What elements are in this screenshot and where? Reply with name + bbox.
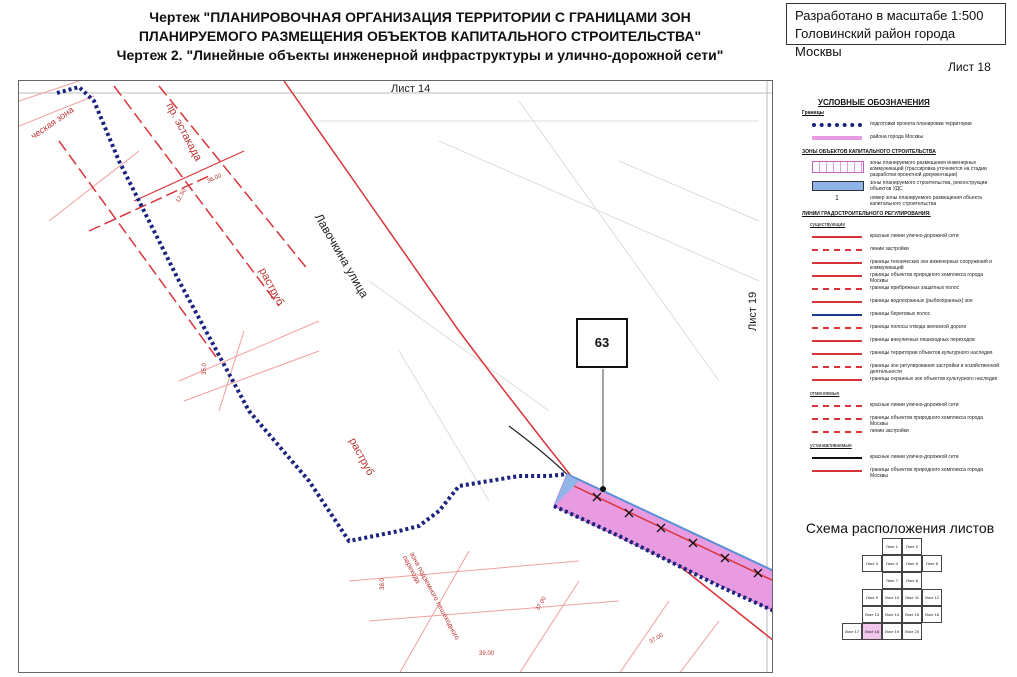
legend-line-sample xyxy=(812,249,862,251)
legend-group-lines: ЛИНИИ ГРАДОСТРОИТЕЛЬНОГО РЕГУЛИРОВАНИЯ: xyxy=(802,211,931,217)
legend-item xyxy=(790,336,1005,349)
legend-list-set xyxy=(790,453,1005,479)
legend-line-sample xyxy=(812,353,862,355)
legend-item-text: линии застройки xyxy=(870,246,909,252)
legend-item-text: границы объектов природного комплекса города Москвы xyxy=(870,467,983,479)
map-area[interactable] xyxy=(18,80,773,673)
legend-item-text: красные линии улично-дорожной сети xyxy=(870,454,959,460)
legend-item xyxy=(790,258,1005,271)
legend-line-sample xyxy=(812,405,862,407)
legend-item-text: границы зон регулирования застройки и хозяйственной деятельности xyxy=(870,363,1000,375)
legend-group-boundaries: Границы xyxy=(802,110,824,116)
legend-item-text: границы прибрежных защитных полос xyxy=(870,285,960,291)
legend-item-text: границы объектов природного комплекса города Москвы xyxy=(870,272,983,284)
sheet-number: Лист 18 xyxy=(948,60,991,74)
schema-cell[interactable]: Лист 15 xyxy=(902,606,922,623)
legend-line-sample xyxy=(812,340,862,342)
legend-group-zones: ЗОНЫ ОБЪЕКТОВ КАПИТАЛЬНОГО СТРОИТЕЛЬСТВА xyxy=(802,149,936,155)
legend-item xyxy=(790,466,1005,479)
schema-cell[interactable]: Лист 3 xyxy=(862,555,882,572)
schema-cell[interactable]: Лист 17 xyxy=(842,623,862,640)
legend-item: 1 номер зоны планируемого размещения объекта капитального строительства xyxy=(835,195,982,207)
legend-item xyxy=(790,349,1005,362)
sheet-layout-schema xyxy=(820,538,960,663)
dimension-3: 35.0 xyxy=(201,363,208,375)
dimension-7: 38.0 xyxy=(379,578,386,590)
estakada-label: пр. эстакада xyxy=(163,101,205,164)
legend-item xyxy=(790,401,1005,414)
dimension-6: 39.00 xyxy=(479,651,495,657)
legend-item xyxy=(790,245,1005,258)
dimension-5: 37.00 xyxy=(648,632,665,646)
underground-zone-label: зона подземного пешеходного перехода xyxy=(400,551,461,642)
legend-item-text: границы объектов природного комплекса города Москвы xyxy=(870,415,983,427)
legend-item-text: границы водоохранных (рыбоохранных) зон xyxy=(870,298,973,304)
schema-cell[interactable]: Лист 19 xyxy=(882,623,902,640)
legend-item-text: границы технических зон инженерных сооружений и коммуникаций xyxy=(870,259,992,271)
map-drawing xyxy=(19,81,773,673)
legend-item xyxy=(790,323,1005,336)
sheet-label-top: Лист 14 xyxy=(391,83,431,95)
legend-line-sample xyxy=(812,236,862,238)
legend-line-sample xyxy=(812,470,862,472)
legend-item xyxy=(790,284,1005,297)
legend-line-sample xyxy=(812,379,862,381)
legend-item: подготовки проекта планировки территории xyxy=(790,120,1005,133)
title-line-2: ПЛАНИРУЕМОГО РАЗМЕЩЕНИЯ ОБЪЕКТОВ КАПИТАЛЬНОГО СТРОИТЕЛЬСТВА" xyxy=(138,28,702,44)
schema-cell[interactable]: Лист 18 xyxy=(862,623,882,640)
legend-sub-cancelled: отменяемые xyxy=(810,391,840,397)
legend-line-sample xyxy=(812,275,862,277)
dimension-1: 36.00 xyxy=(206,173,223,185)
scale-text: Разработано в масштабе 1:500 xyxy=(795,8,984,23)
legend-list-existing xyxy=(790,232,1005,388)
street-name: Лавочкина улица xyxy=(311,211,372,301)
legend-item-text: границы внеуличных пешеходных переходов xyxy=(870,337,975,343)
title-line-1: Чертеж "ПЛАНИРОВОЧНАЯ ОРГАНИЗАЦИЯ ТЕРРИТОРИИ С ГРАНИЦАМИ ЗОН xyxy=(149,9,691,25)
zone-left-label: ческая зона xyxy=(29,104,76,142)
legend-item xyxy=(790,375,1005,388)
legend-item-text: красные линии улично-дорожной сети xyxy=(870,233,959,239)
legend-item-text: линии застройки xyxy=(870,428,909,434)
schema-cell[interactable]: Лист 1 xyxy=(882,538,902,555)
zone-number-callout[interactable]: 63 xyxy=(576,318,628,368)
legend-item xyxy=(790,453,1005,466)
legend-line-sample xyxy=(812,314,862,316)
rastrub-label-2: раструб xyxy=(346,436,377,478)
legend-item xyxy=(790,271,1005,284)
legend-item xyxy=(790,414,1005,427)
legend-item xyxy=(790,297,1005,310)
schema-cell[interactable]: Лист 7 xyxy=(882,572,902,589)
schema-cell[interactable]: Лист 2 xyxy=(902,538,922,555)
schema-cell[interactable]: Лист 12 xyxy=(922,589,942,606)
legend-line-sample xyxy=(812,366,862,368)
legend-item xyxy=(790,232,1005,245)
legend-item xyxy=(790,310,1005,323)
legend-line-sample xyxy=(812,301,862,303)
legend-item: зоны планируемого строительства, реконструкции объектов УДС xyxy=(790,179,1005,194)
schema-title: Схема расположения листов xyxy=(805,520,995,536)
dimension-4: 37.00 xyxy=(535,595,548,613)
legend-title: УСЛОВНЫЕ ОБОЗНАЧЕНИЯ xyxy=(818,98,930,107)
legend-item-text: границы полосы отвода железной дороги xyxy=(870,324,967,330)
legend-sub-existing: существующие xyxy=(810,222,846,228)
schema-cell[interactable]: Лист 14 xyxy=(882,606,902,623)
legend-line-sample xyxy=(812,288,862,290)
legend-item xyxy=(790,362,1005,375)
schema-cell[interactable]: Лист 13 xyxy=(862,606,882,623)
scale-info-box xyxy=(786,3,1006,59)
schema-cell[interactable]: Лист 11 xyxy=(902,589,922,606)
legend-item-text: границы охранных зон объектов культурного наследия xyxy=(870,376,998,382)
drawing-title xyxy=(70,8,770,65)
legend-item-text: красные линии улично-дорожной сети xyxy=(870,402,959,408)
sheet-label-right: Лист 19 xyxy=(747,291,759,331)
rastrub-label-1: раструб xyxy=(256,266,287,308)
legend-item: района города Москвы xyxy=(790,133,1005,146)
title-line-3: Чертеж 2. "Линейные объекты инженерной инфраструктуры и улично-дорожной сети" xyxy=(116,47,724,63)
schema-cell[interactable]: Лист 8 xyxy=(902,572,922,589)
district-text: Головинский район города Москвы xyxy=(795,26,956,59)
schema-cell[interactable]: Лист 10 xyxy=(882,589,902,606)
legend-item-text: границы территории объектов культурного наследия xyxy=(870,350,993,356)
legend-line-sample xyxy=(812,418,862,420)
schema-cell[interactable]: Лист 20 xyxy=(902,623,922,640)
schema-cell[interactable]: Лист 5 xyxy=(902,555,922,572)
schema-cell[interactable]: Лист 16 xyxy=(922,606,942,623)
legend-panel xyxy=(790,98,1005,508)
schema-cell[interactable]: Лист 4 xyxy=(882,555,902,572)
legend-item-text: границы береговых полос xyxy=(870,311,931,317)
dimension-2: 12.50 xyxy=(175,187,188,205)
legend-line-sample xyxy=(812,457,862,459)
legend-item xyxy=(790,427,1005,440)
legend-list-cancelled xyxy=(790,401,1005,440)
legend-line-sample xyxy=(812,431,862,433)
legend-line-sample xyxy=(812,327,862,329)
planned-zone-63 xyxy=(554,474,773,611)
schema-cell[interactable]: Лист 6 xyxy=(922,555,942,572)
legend-line-sample xyxy=(812,262,862,264)
schema-cell[interactable]: Лист 9 xyxy=(862,589,882,606)
legend-item: зоны планируемого размещения инженерных коммуникаций (трассировка уточняется на стадии разработки проектной документации) xyxy=(790,159,1005,179)
dimension-line xyxy=(134,151,244,201)
legend-sub-set: устанавливаемые xyxy=(810,443,852,449)
